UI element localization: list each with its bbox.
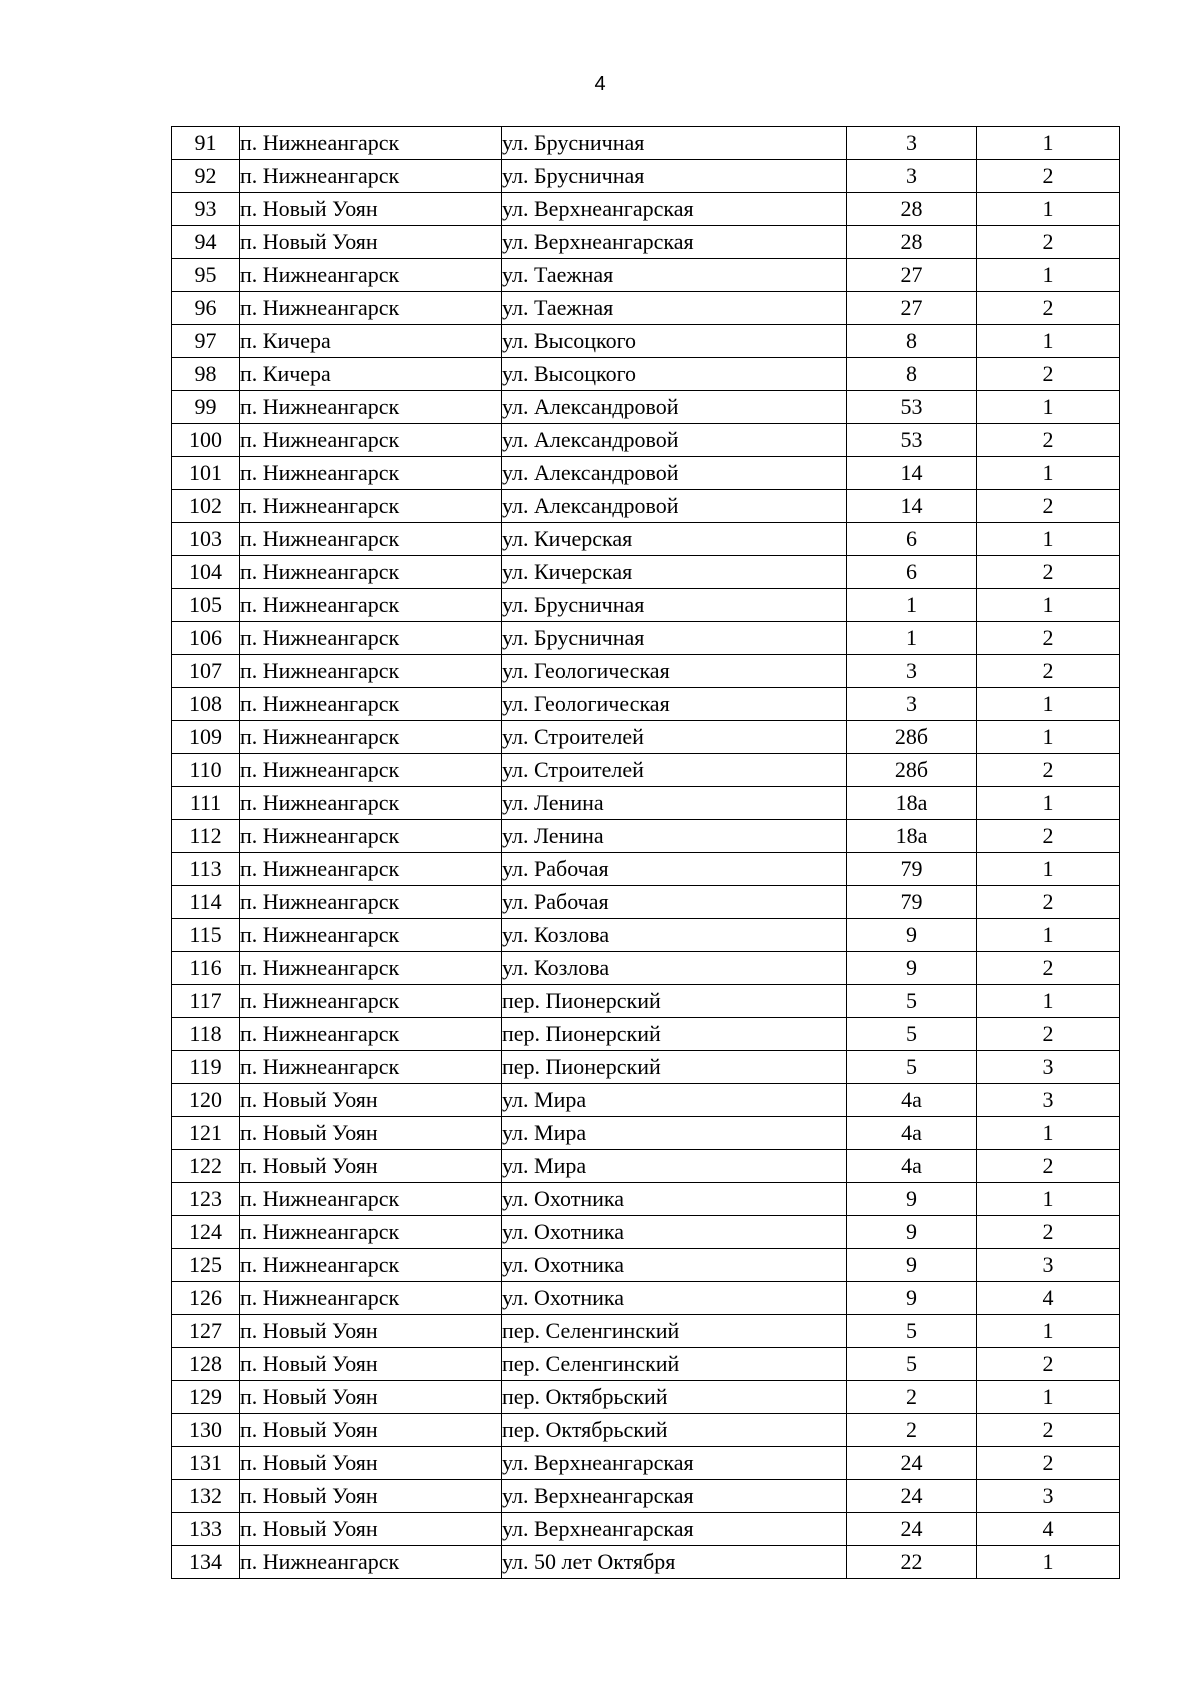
table-row [172, 358, 1120, 391]
house-number-cell: 28б [847, 721, 977, 754]
street-cell: ул. Рабочая [502, 853, 847, 886]
entrance-number-cell: 2 [977, 556, 1120, 589]
settlement-cell: п. Нижнеангарск [240, 952, 502, 985]
entrance-number-cell: 2 [977, 1447, 1120, 1480]
row-number-cell: 97 [172, 325, 240, 358]
street-cell: ул. Ленина [502, 787, 847, 820]
house-number-cell: 28 [847, 226, 977, 259]
settlement-cell: п. Нижнеангарск [240, 292, 502, 325]
entrance-number-cell: 2 [977, 358, 1120, 391]
entrance-number-cell: 1 [977, 457, 1120, 490]
table-row [172, 1546, 1120, 1579]
row-number-cell: 130 [172, 1414, 240, 1447]
house-number-cell: 3 [847, 127, 977, 160]
street-cell: ул. Охотника [502, 1282, 847, 1315]
row-number-cell: 113 [172, 853, 240, 886]
settlement-cell: п. Нижнеангарск [240, 985, 502, 1018]
settlement-cell: п. Нижнеангарск [240, 424, 502, 457]
settlement-cell: п. Нижнеангарск [240, 1282, 502, 1315]
settlement-cell: п. Нижнеангарск [240, 127, 502, 160]
entrance-number-cell: 2 [977, 1216, 1120, 1249]
table-row [172, 1051, 1120, 1084]
table-row [172, 1513, 1120, 1546]
row-number-cell: 131 [172, 1447, 240, 1480]
table-row [172, 853, 1120, 886]
row-number-cell: 126 [172, 1282, 240, 1315]
house-number-cell: 79 [847, 886, 977, 919]
street-cell: ул. Строителей [502, 754, 847, 787]
house-number-cell: 3 [847, 688, 977, 721]
row-number-cell: 107 [172, 655, 240, 688]
entrance-number-cell: 1 [977, 259, 1120, 292]
settlement-cell: п. Нижнеангарск [240, 391, 502, 424]
row-number-cell: 96 [172, 292, 240, 325]
table-row [172, 1480, 1120, 1513]
entrance-number-cell: 2 [977, 886, 1120, 919]
settlement-cell: п. Новый Уоян [240, 1414, 502, 1447]
table-row [172, 1381, 1120, 1414]
street-cell: ул. Геологическая [502, 688, 847, 721]
entrance-number-cell: 1 [977, 1381, 1120, 1414]
house-number-cell: 9 [847, 1183, 977, 1216]
entrance-number-cell: 1 [977, 985, 1120, 1018]
entrance-number-cell: 1 [977, 391, 1120, 424]
table-row [172, 952, 1120, 985]
street-cell: ул. Козлова [502, 919, 847, 952]
house-number-cell: 28б [847, 754, 977, 787]
entrance-number-cell: 1 [977, 1315, 1120, 1348]
table-row [172, 655, 1120, 688]
row-number-cell: 114 [172, 886, 240, 919]
house-number-cell: 27 [847, 292, 977, 325]
street-cell: пер. Пионерский [502, 1018, 847, 1051]
entrance-number-cell: 3 [977, 1084, 1120, 1117]
entrance-number-cell: 2 [977, 1414, 1120, 1447]
settlement-cell: п. Нижнеангарск [240, 490, 502, 523]
row-number-cell: 120 [172, 1084, 240, 1117]
street-cell: пер. Селенгинский [502, 1315, 847, 1348]
house-number-cell: 79 [847, 853, 977, 886]
row-number-cell: 106 [172, 622, 240, 655]
row-number-cell: 94 [172, 226, 240, 259]
house-number-cell: 24 [847, 1513, 977, 1546]
entrance-number-cell: 3 [977, 1051, 1120, 1084]
row-number-cell: 117 [172, 985, 240, 1018]
house-number-cell: 4а [847, 1117, 977, 1150]
row-number-cell: 98 [172, 358, 240, 391]
house-number-cell: 18а [847, 787, 977, 820]
street-cell: ул. Брусничная [502, 589, 847, 622]
row-number-cell: 92 [172, 160, 240, 193]
house-number-cell: 28 [847, 193, 977, 226]
table-row [172, 721, 1120, 754]
street-cell: ул. Мира [502, 1150, 847, 1183]
street-cell: ул. Верхнеангарская [502, 1513, 847, 1546]
table-row [172, 886, 1120, 919]
table-row [172, 1249, 1120, 1282]
table-row [172, 556, 1120, 589]
house-number-cell: 9 [847, 1249, 977, 1282]
street-cell: пер. Октябрьский [502, 1381, 847, 1414]
house-number-cell: 4а [847, 1150, 977, 1183]
street-cell: ул. Таежная [502, 259, 847, 292]
entrance-number-cell: 1 [977, 127, 1120, 160]
table-row [172, 457, 1120, 490]
settlement-cell: п. Нижнеангарск [240, 1051, 502, 1084]
house-number-cell: 4а [847, 1084, 977, 1117]
row-number-cell: 108 [172, 688, 240, 721]
street-cell: ул. Высоцкого [502, 325, 847, 358]
settlement-cell: п. Новый Уоян [240, 1381, 502, 1414]
entrance-number-cell: 2 [977, 1348, 1120, 1381]
entrance-number-cell: 1 [977, 523, 1120, 556]
house-number-cell: 24 [847, 1447, 977, 1480]
street-cell: ул. Верхнеангарская [502, 193, 847, 226]
row-number-cell: 112 [172, 820, 240, 853]
street-cell: ул. Александровой [502, 490, 847, 523]
table-row [172, 688, 1120, 721]
street-cell: ул. Александровой [502, 457, 847, 490]
settlement-cell: п. Нижнеангарск [240, 259, 502, 292]
row-number-cell: 103 [172, 523, 240, 556]
table-row [172, 820, 1120, 853]
settlement-cell: п. Нижнеангарск [240, 688, 502, 721]
table-row [172, 160, 1120, 193]
settlement-cell: п. Нижнеангарск [240, 1183, 502, 1216]
table-row [172, 1216, 1120, 1249]
row-number-cell: 105 [172, 589, 240, 622]
row-number-cell: 95 [172, 259, 240, 292]
table-row [172, 226, 1120, 259]
settlement-cell: п. Нижнеангарск [240, 457, 502, 490]
row-number-cell: 128 [172, 1348, 240, 1381]
table-row [172, 1414, 1120, 1447]
row-number-cell: 111 [172, 787, 240, 820]
house-number-cell: 5 [847, 1051, 977, 1084]
table-row [172, 490, 1120, 523]
house-number-cell: 53 [847, 424, 977, 457]
settlement-cell: п. Нижнеангарск [240, 886, 502, 919]
street-cell: ул. Кичерская [502, 556, 847, 589]
settlement-cell: п. Новый Уоян [240, 1117, 502, 1150]
settlement-cell: п. Нижнеангарск [240, 523, 502, 556]
row-number-cell: 101 [172, 457, 240, 490]
table-row [172, 523, 1120, 556]
settlement-cell: п. Новый Уоян [240, 1513, 502, 1546]
entrance-number-cell: 1 [977, 721, 1120, 754]
row-number-cell: 132 [172, 1480, 240, 1513]
house-number-cell: 1 [847, 589, 977, 622]
settlement-cell: п. Нижнеангарск [240, 754, 502, 787]
entrance-number-cell: 3 [977, 1249, 1120, 1282]
entrance-number-cell: 1 [977, 1183, 1120, 1216]
table-row [172, 1447, 1120, 1480]
settlement-cell: п. Нижнеангарск [240, 589, 502, 622]
settlement-cell: п. Нижнеангарск [240, 787, 502, 820]
settlement-cell: п. Новый Уоян [240, 1447, 502, 1480]
row-number-cell: 118 [172, 1018, 240, 1051]
entrance-number-cell: 1 [977, 1546, 1120, 1579]
street-cell: ул. Рабочая [502, 886, 847, 919]
row-number-cell: 127 [172, 1315, 240, 1348]
entrance-number-cell: 2 [977, 226, 1120, 259]
row-number-cell: 104 [172, 556, 240, 589]
street-cell: ул. Охотника [502, 1249, 847, 1282]
street-cell: ул. Александровой [502, 424, 847, 457]
row-number-cell: 119 [172, 1051, 240, 1084]
entrance-number-cell: 2 [977, 490, 1120, 523]
house-number-cell: 1 [847, 622, 977, 655]
settlement-cell: п. Новый Уоян [240, 1348, 502, 1381]
settlement-cell: п. Новый Уоян [240, 226, 502, 259]
table-row [172, 1150, 1120, 1183]
settlement-cell: п. Нижнеангарск [240, 820, 502, 853]
table-row [172, 1183, 1120, 1216]
settlement-cell: п. Нижнеангарск [240, 853, 502, 886]
street-cell: ул. Верхнеангарская [502, 1480, 847, 1513]
entrance-number-cell: 1 [977, 688, 1120, 721]
row-number-cell: 102 [172, 490, 240, 523]
street-cell: ул. Верхнеангарская [502, 226, 847, 259]
settlement-cell: п. Нижнеангарск [240, 1546, 502, 1579]
house-number-cell: 22 [847, 1546, 977, 1579]
street-cell: ул. Верхнеангарская [502, 1447, 847, 1480]
entrance-number-cell: 1 [977, 325, 1120, 358]
street-cell: ул. Таежная [502, 292, 847, 325]
row-number-cell: 121 [172, 1117, 240, 1150]
row-number-cell: 100 [172, 424, 240, 457]
street-cell: пер. Пионерский [502, 1051, 847, 1084]
settlement-cell: п. Нижнеангарск [240, 622, 502, 655]
table-row [172, 985, 1120, 1018]
row-number-cell: 116 [172, 952, 240, 985]
entrance-number-cell: 4 [977, 1282, 1120, 1315]
entrance-number-cell: 1 [977, 919, 1120, 952]
settlement-cell: п. Нижнеангарск [240, 160, 502, 193]
row-number-cell: 110 [172, 754, 240, 787]
table-row [172, 292, 1120, 325]
house-number-cell: 9 [847, 1216, 977, 1249]
table-row [172, 391, 1120, 424]
settlement-cell: п. Новый Уоян [240, 1480, 502, 1513]
street-cell: пер. Пионерский [502, 985, 847, 1018]
house-number-cell: 14 [847, 490, 977, 523]
street-cell: ул. Кичерская [502, 523, 847, 556]
street-cell: пер. Селенгинский [502, 1348, 847, 1381]
row-number-cell: 109 [172, 721, 240, 754]
table-row [172, 622, 1120, 655]
street-cell: ул. Александровой [502, 391, 847, 424]
street-cell: ул. Мира [502, 1117, 847, 1150]
street-cell: ул. Брусничная [502, 622, 847, 655]
entrance-number-cell: 1 [977, 193, 1120, 226]
row-number-cell: 91 [172, 127, 240, 160]
house-number-cell: 5 [847, 985, 977, 1018]
street-cell: ул. Охотника [502, 1216, 847, 1249]
settlement-cell: п. Нижнеангарск [240, 721, 502, 754]
settlement-cell: п. Нижнеангарск [240, 1249, 502, 1282]
street-cell: пер. Октябрьский [502, 1414, 847, 1447]
address-table-body [172, 127, 1120, 1579]
table-row [172, 1084, 1120, 1117]
row-number-cell: 133 [172, 1513, 240, 1546]
table-row [172, 1282, 1120, 1315]
street-cell: ул. Высоцкого [502, 358, 847, 391]
table-row [172, 919, 1120, 952]
table-row [172, 127, 1120, 160]
row-number-cell: 124 [172, 1216, 240, 1249]
house-number-cell: 53 [847, 391, 977, 424]
street-cell: ул. Строителей [502, 721, 847, 754]
house-number-cell: 6 [847, 556, 977, 589]
entrance-number-cell: 2 [977, 655, 1120, 688]
row-number-cell: 125 [172, 1249, 240, 1282]
house-number-cell: 14 [847, 457, 977, 490]
row-number-cell: 122 [172, 1150, 240, 1183]
house-number-cell: 9 [847, 952, 977, 985]
house-number-cell: 3 [847, 655, 977, 688]
table-row [172, 193, 1120, 226]
house-number-cell: 5 [847, 1348, 977, 1381]
table-row [172, 1315, 1120, 1348]
house-number-cell: 2 [847, 1381, 977, 1414]
row-number-cell: 115 [172, 919, 240, 952]
street-cell: ул. Охотника [502, 1183, 847, 1216]
settlement-cell: п. Нижнеангарск [240, 1216, 502, 1249]
street-cell: ул. Ленина [502, 820, 847, 853]
settlement-cell: п. Нижнеангарск [240, 556, 502, 589]
settlement-cell: п. Нижнеангарск [240, 1018, 502, 1051]
table-row [172, 1117, 1120, 1150]
entrance-number-cell: 1 [977, 853, 1120, 886]
row-number-cell: 123 [172, 1183, 240, 1216]
table-row [172, 589, 1120, 622]
row-number-cell: 134 [172, 1546, 240, 1579]
row-number-cell: 93 [172, 193, 240, 226]
entrance-number-cell: 1 [977, 787, 1120, 820]
settlement-cell: п. Новый Уоян [240, 193, 502, 226]
house-number-cell: 8 [847, 358, 977, 391]
table-row [172, 787, 1120, 820]
row-number-cell: 99 [172, 391, 240, 424]
entrance-number-cell: 2 [977, 1150, 1120, 1183]
row-number-cell: 129 [172, 1381, 240, 1414]
entrance-number-cell: 2 [977, 1018, 1120, 1051]
house-number-cell: 2 [847, 1414, 977, 1447]
entrance-number-cell: 1 [977, 589, 1120, 622]
house-number-cell: 27 [847, 259, 977, 292]
settlement-cell: п. Кичера [240, 358, 502, 391]
table-row [172, 259, 1120, 292]
street-cell: ул. Мира [502, 1084, 847, 1117]
house-number-cell: 9 [847, 919, 977, 952]
table-row [172, 754, 1120, 787]
entrance-number-cell: 2 [977, 952, 1120, 985]
house-number-cell: 8 [847, 325, 977, 358]
entrance-number-cell: 3 [977, 1480, 1120, 1513]
house-number-cell: 9 [847, 1282, 977, 1315]
house-number-cell: 24 [847, 1480, 977, 1513]
entrance-number-cell: 2 [977, 622, 1120, 655]
house-number-cell: 5 [847, 1018, 977, 1051]
entrance-number-cell: 4 [977, 1513, 1120, 1546]
entrance-number-cell: 2 [977, 820, 1120, 853]
street-cell: ул. Брусничная [502, 127, 847, 160]
entrance-number-cell: 2 [977, 292, 1120, 325]
street-cell: ул. Геологическая [502, 655, 847, 688]
page-number: 4 [594, 73, 606, 95]
address-table [171, 126, 1120, 1579]
settlement-cell: п. Кичера [240, 325, 502, 358]
house-number-cell: 5 [847, 1315, 977, 1348]
table-row [172, 424, 1120, 457]
entrance-number-cell: 2 [977, 160, 1120, 193]
settlement-cell: п. Нижнеангарск [240, 655, 502, 688]
settlement-cell: п. Новый Уоян [240, 1150, 502, 1183]
settlement-cell: п. Новый Уоян [240, 1084, 502, 1117]
table-row [172, 1348, 1120, 1381]
street-cell: ул. Козлова [502, 952, 847, 985]
table-row [172, 325, 1120, 358]
entrance-number-cell: 2 [977, 424, 1120, 457]
settlement-cell: п. Новый Уоян [240, 1315, 502, 1348]
house-number-cell: 18а [847, 820, 977, 853]
house-number-cell: 3 [847, 160, 977, 193]
street-cell: ул. 50 лет Октября [502, 1546, 847, 1579]
street-cell: ул. Брусничная [502, 160, 847, 193]
entrance-number-cell: 2 [977, 754, 1120, 787]
table-row [172, 1018, 1120, 1051]
settlement-cell: п. Нижнеангарск [240, 919, 502, 952]
house-number-cell: 6 [847, 523, 977, 556]
entrance-number-cell: 1 [977, 1117, 1120, 1150]
